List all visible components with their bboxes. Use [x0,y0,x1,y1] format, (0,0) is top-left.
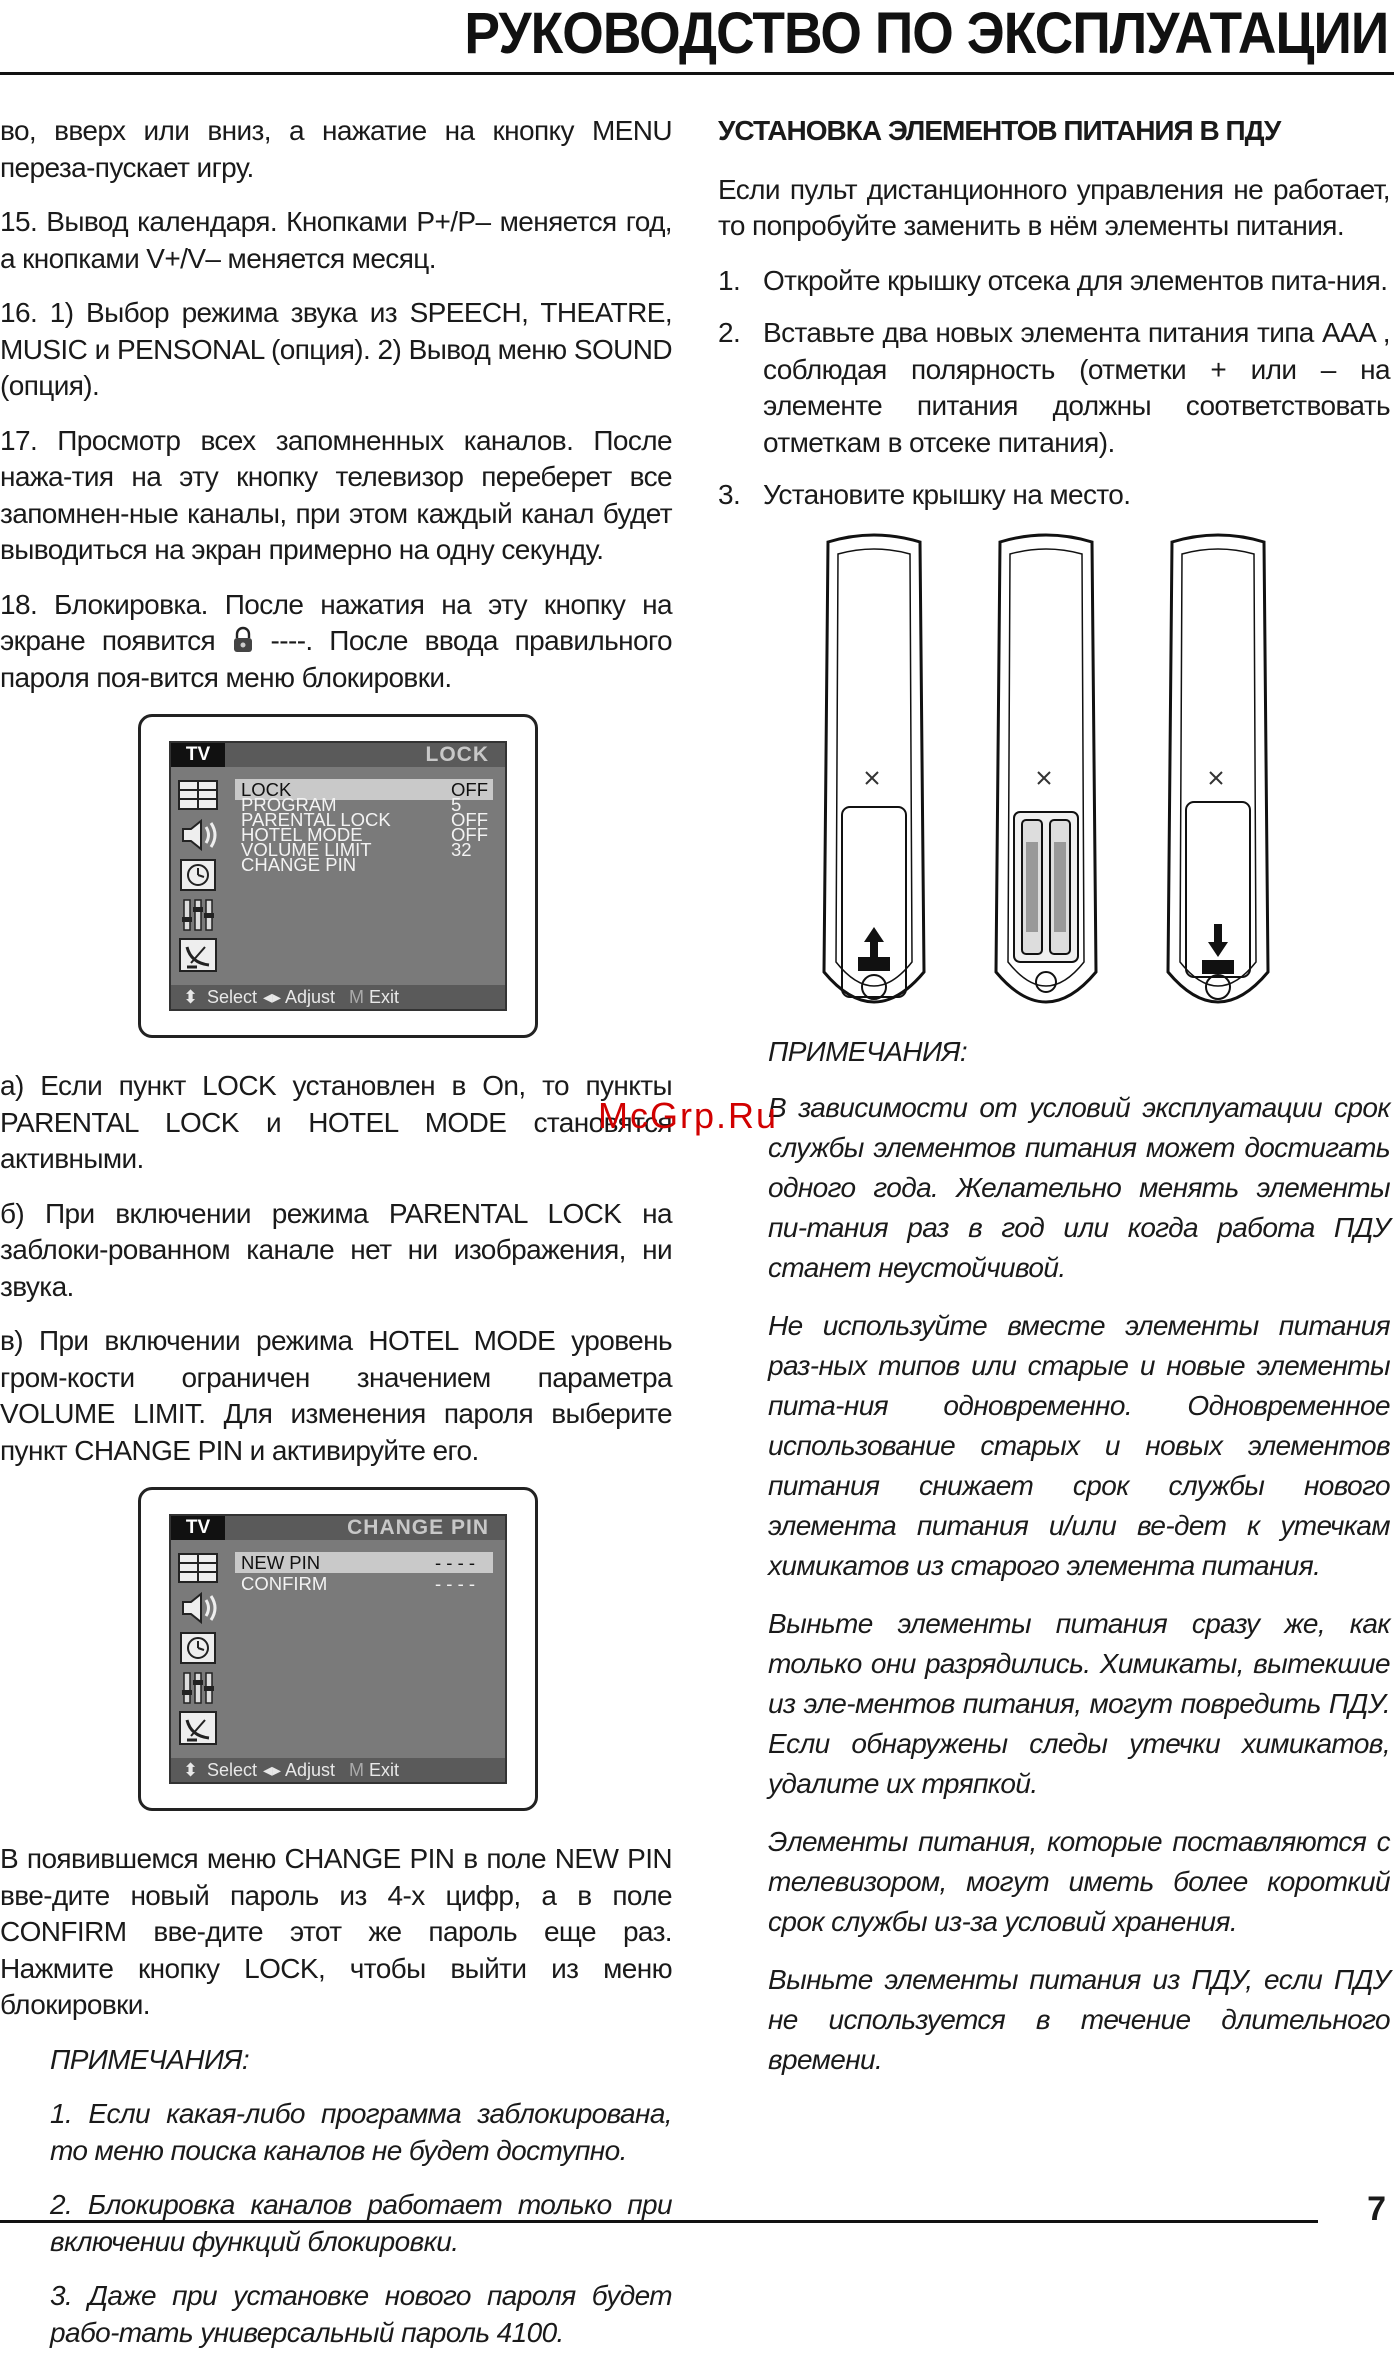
battery-steps-list [718,263,1390,514]
lock-menu-row[interactable] [235,854,493,875]
page-header-title: РУКОВОДСТВО ПО ЭКСПЛУАТАЦИИ [463,1,1388,66]
footer-menu-key: M [349,987,364,1007]
menu-item-value: 32 [451,839,472,860]
footer-rule [0,2220,1318,2223]
menu-item-label: VOLUME LIMIT [241,839,372,860]
menu-item-value: OFF [451,824,488,845]
step-number: 3. [718,479,741,510]
footer-select-label: Select [207,1760,258,1780]
item-18-text-b: ----. После ввода правильного пароля поя-вится меню блокировки. [0,625,672,693]
menu-item-label: LOCK [241,779,292,800]
lock-menu-tv-frame [138,714,538,1038]
clock-menu-icon [177,857,219,893]
paragraph-item-15: 15. Вывод календаря. Кнопками P+/P– меняется год, а кнопками V+/V– меняется месяц. [0,206,672,274]
menu-item-value: - - - - [435,1573,476,1594]
step-text: Откройте крышку отсека для элементов пита-ния. [763,264,1388,296]
footer-exit-label: Exit [369,1760,400,1780]
lock-menu-screen [169,741,507,1011]
menu-item-value: - - - - [435,1552,476,1573]
menu-item-label: CHANGE PIN [241,854,357,875]
paragraph-note-c: в) При включении режима HOTEL MODE уровень гром-кости ограничен значением параметра VOLUME LIMIT. Для изменения пароля выберите пункт CHANGE PIN и активируйте его. [0,1325,672,1466]
battery-note-3: Выньте элементы питания сразу же, как только они разрядились. Химикаты, вытекшие из эле-ментов питания, могут повредить ПДУ. Если обнаружены следы утечки химикатов, удалите их тряпкой. [768,1608,1390,1799]
watermark: McGrp.Ru [598,1095,779,1136]
item-18-text-a: 18. Блокировка. После нажатия на эту кнопку на экране появится [0,588,672,656]
pin-menu-row[interactable] [235,1552,493,1573]
lock-menu-title: LOCK [425,743,489,766]
paragraph-change-pin: В появившемся меню CHANGE PIN в поле NEW PIN вве-дите новый пароль из 4-х цифр, а в поле CONFIRM вве-дите этот же пароль еще раз. Нажмите кнопку LOCK, чтобы выйти из меню блокировки. [0,1843,672,2020]
header-rule [0,72,1394,75]
note-2: 2. Блокировка каналов работает только при включении функций блокировки. [50,2189,672,2257]
remote-back-cover-open-icon [818,532,930,1022]
satellite-menu-icon [177,937,219,973]
tv-label: TV [171,743,225,767]
page-number: 7 [1367,2190,1386,2228]
left-right-arrows-icon: ◂▸ [263,1760,282,1780]
satellite-menu-icon [177,1710,219,1746]
menu-item-value: 5 [451,794,462,815]
padlock-icon [232,626,254,654]
step-number: 1. [718,264,741,296]
sound-menu-icon [177,1590,219,1626]
footer-adjust-label: Adjust [285,987,336,1007]
menu-item-value: OFF [451,779,488,800]
change-pin-menu-figure [0,1487,672,1827]
list-item [718,263,1390,300]
pin-menu-header [171,1516,505,1540]
pin-menu-tv-frame [138,1487,538,1811]
list-item [718,477,1390,514]
left-right-arrows-icon: ◂▸ [263,987,282,1007]
menu-item-label: NEW PIN [241,1552,321,1573]
paragraph-item-16: 16. 1) Выбор режима звука из SPEECH, THEATRE, MUSIC и PENSONAL (опция). 2) Вывод меню SOUND (опция). [0,297,672,401]
right-column [718,113,1390,2098]
battery-note-5: Выньте элементы питания из ПДУ, если ПДУ не используется в течение длительного времени. [768,1964,1390,2075]
footer-select-label: Select [207,987,258,1007]
battery-note-2: Не используйте вместе элементы питания раз-ных типов или старые и новые элементы пита-ния одновременно. Одновременное использование старых и новых элементов питания снижает срок службы нового элемента питания и/или ве-дет к утечкам химикатов из старого элемента питания. [768,1310,1390,1581]
footer-adjust-label: Adjust [285,1760,336,1780]
note-3: 3. Даже при установке нового пароля будет рабо-тать универсальный пароль 4100. [50,2280,672,2348]
tv-label: TV [171,1516,225,1540]
paragraph-item-18 [0,587,672,697]
menu-item-label: CONFIRM [241,1573,328,1594]
left-column [0,113,672,2369]
pin-menu-footer [171,1758,505,1782]
pin-menu-row[interactable] [235,1573,493,1594]
lock-menu-figure [0,714,672,1054]
footer-menu-key: M [349,1760,364,1780]
picture-menu-icon [177,777,219,813]
menu-item-label: HOTEL MODE [241,824,363,845]
sound-menu-icon [177,817,219,853]
lock-menu-header [171,743,505,767]
menu-item-label: PROGRAM [241,794,337,815]
menu-side-icons [171,767,225,985]
setup-menu-icon [177,897,219,933]
battery-notes-title: ПРИМЕЧАНИЯ: [768,1035,968,1067]
battery-note-4: Элементы питания, которые поставляются с телевизором, могут иметь более короткий срок службы из-за условий хранения. [768,1826,1390,1937]
paragraph-note-b: б) При включении режима PARENTAL LOCK на заблоки-рованном канале нет ни изображения, ни звука. [0,1197,672,1302]
menu-item-label: PARENTAL LOCK [241,809,391,830]
paragraph-item-17: 17. Просмотр всех запомненных каналов. После нажа-тия на эту кнопку телевизор переберет все запомнен-ные каналы, при этом каждый канал будет выводиться на экран примерно на одну секунду. [0,424,672,565]
step-number: 2. [718,317,741,348]
paragraph-note-a: а) Если пункт LOCK установлен в On, то пункты PARENTAL LOCK и HOTEL MODE становятся активными. [0,1070,672,1174]
menu-side-icons [171,1540,225,1758]
picture-menu-icon [177,1550,219,1586]
up-down-arrows-icon: ⬍ [183,1760,199,1780]
setup-menu-icon [177,1670,219,1706]
paragraph-game-menu: во, вверх или вниз, а нажатие на кнопку MENU переза-пускает игру. [0,115,672,183]
clock-menu-icon [177,1630,219,1666]
battery-intro: Если пульт дистанционного управления не работает, то попробуйте заменить в нём элементы питания. [718,173,1390,241]
list-item [718,315,1390,461]
remote-batteries-inserted-icon [990,532,1102,1022]
pin-menu-screen [169,1514,507,1784]
step-text: Вставьте два новых элемента питания типа AAA , соблюдая полярность (отметки + или – на элементе питания должны соответствовать отметкам в отсеке питания). [763,317,1390,458]
lock-menu-footer [171,985,505,1009]
menu-item-value: OFF [451,809,488,830]
up-down-arrows-icon: ⬍ [183,987,199,1007]
footer-exit-label: Exit [369,987,400,1007]
notes-title: ПРИМЕЧАНИЯ: [50,2043,250,2075]
remote-cover-closed-icon [1162,532,1274,1022]
battery-note-1: В зависимости от условий эксплуатации срок службы элементов питания может достигать одного года. Желательно менять элементы пи-тания раз в год или когда работа ПДУ станет неустойчивой. [768,1092,1390,1283]
note-1: 1. Если какая-либо программа заблокирована, то меню поиска каналов не будет доступно. [50,2098,672,2166]
remote-illustration [718,532,1390,1032]
battery-section-heading: УСТАНОВКА ЭЛЕМЕНТОВ ПИТАНИЯ В ПДУ [718,115,1281,146]
step-text: Установите крышку на место. [763,479,1131,510]
pin-menu-title: CHANGE PIN [347,1516,489,1539]
